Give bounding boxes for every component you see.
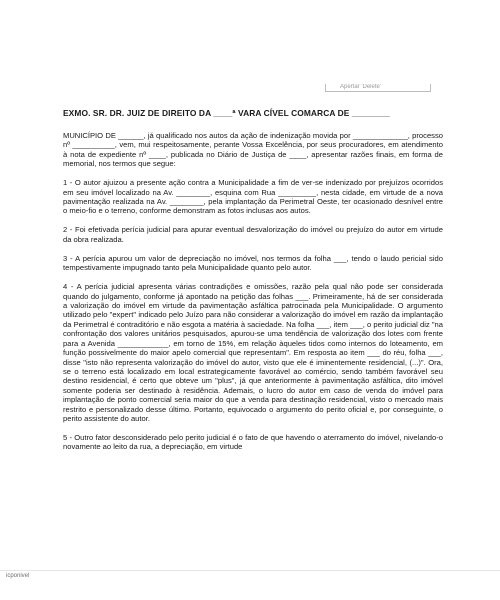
delete-hint-box <box>325 84 431 92</box>
delete-hint-text: Apertar 'Delete' <box>340 84 381 90</box>
footer-divider <box>0 570 500 571</box>
document-page <box>63 100 443 461</box>
paragraph-5: 5 - Outro fator desconsiderado pelo perito judicial é o fato de que havendo o aterramento do imóvel, nivelando-o novamente ao leito da rua, a depreciação, em virtude <box>63 432 443 452</box>
paragraph-2: 2 - Foi efetivada perícia judicial para apurar eventual desvalorização do imóvel ou prejuízo do autor em virtude da obra realizada. <box>63 225 443 244</box>
paragraph-3: 3 - A perícia apurou um valor de depreciação no imóvel, nos termos da folha ___, tendo o laudo pericial sido tempestivamente impugnado tanto pela Municipalidade quanto pelo autor. <box>63 253 443 273</box>
document-heading: EXMO. SR. DR. JUIZ DE DIREITO DA ____ª VARA CÍVEL COMARCA DE ________ <box>63 108 390 118</box>
paragraph-4: 4 - A perícia judicial apresenta várias contradições e omissões, razão pela qual não pode ser considerada quando do julgamento, conforme já apontado na petição das folhas ___. Primeiramente, há de ser considerada a valorização do imóvel em virtude da pavimentação asfáltica patrocinada pela Municipalidade. O argumento utilizado pelo "expert" indicado pelo Juízo para não considerar a valorização do imóvel em razão da implantação da Perimetral é contraditório e não esgota a matéria à saciedade. Na folha ___, item ___, o perito judicial diz "na confrontação dos valores unitários pesquisados, apurou-se uma tendência de valorização dos lotes com frente para a Avenida ____________, em torno de 15%, em relação àqueles tidos como internos do loteamento, em função possivelmente do maior apelo comercial que representam". Em resposta ao item ___ do réu, folha ___, disse "isto não representa valorização do imóvel do autor, visto que ele é iminentemente residencial, (...)". Ora, se o terreno está localizado em local estrategicamente favorável ao comércio, sendo também favorável seu destino residencial, é certo que obteve um "plus", já que anteriormente à pavimentação asfáltica, dito imóvel somente poderia ser destinado à residência. Ademais, o lucro do autor em caso de venda do imóvel para implantação de ponto comercial seria maior do que a venda para destinação residencial, visto o mercado mais restrito e personalizado desse último. Portanto, equivocado o argumento do perito oficial e, por conseguinte, o perito assistente do autor. <box>63 282 443 423</box>
paragraph-1: 1 - O autor ajuizou a presente ação contra a Municipalidade a fim de ver-se indenizado por prejuízos ocorridos em seu imóvel localizado na Av. ________, esquina com Rua _________, nesta cidade, em virtude de a nova pavimentação realizada na Av. ________, pela implantação da Perimetral Oeste, ter ocasionado desnível entre o meio-fio e o terreno, conforme demonstram as fotos inclusas aos autos. <box>63 178 443 216</box>
footer-label: icponivel <box>6 573 30 579</box>
paragraph-intro: MUNICÍPIO DE ______, já qualificado nos autos da ação de indenização movida por _____________, processo nº __________, vem, mui respeitosamente, perante Vossa Excelência, por seus procuradores, em atendimento à nota de expediente nº ____, publicada no Diário de Justiça de ____, apresentar razões finais, em forma de memorial, nos termos que segue: <box>63 131 443 169</box>
